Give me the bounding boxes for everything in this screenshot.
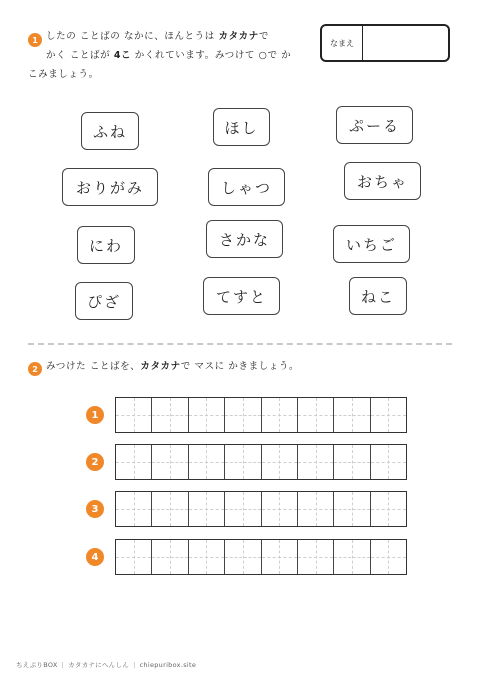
grid-cell[interactable] — [152, 398, 188, 432]
dashed-divider — [28, 343, 452, 345]
grid-cell[interactable] — [189, 492, 225, 526]
writing-grid-row[interactable] — [115, 444, 407, 480]
grid-cell[interactable] — [262, 540, 298, 574]
grid-cell[interactable] — [371, 445, 406, 479]
word-card[interactable]: ぴざ — [75, 282, 133, 320]
word-card[interactable]: ねこ — [349, 277, 407, 315]
grid-cell[interactable] — [334, 492, 370, 526]
grid-cell[interactable] — [334, 540, 370, 574]
grid-cell[interactable] — [152, 445, 188, 479]
grid-cell[interactable] — [225, 445, 261, 479]
section-1-instructions: したの ことばの なかに、ほんとうは カタカナで かく ことばが 4こ かくれています。みつけて ○で か — [46, 31, 292, 61]
footer-site: chiepuribox.site — [139, 661, 197, 669]
word-card[interactable]: しゃつ — [208, 168, 285, 206]
word-card[interactable]: ぷーる — [336, 106, 413, 144]
section-1-number-badge: 1 — [28, 33, 42, 47]
section-1-instructions-line3: こみましょう。 — [28, 69, 99, 80]
word-card[interactable]: おちゃ — [344, 162, 421, 200]
word-card[interactable]: てすと — [203, 277, 280, 315]
footer-title: カタカナにへんしん — [68, 661, 130, 669]
section-2-number-badge: 2 — [28, 362, 42, 376]
name-box[interactable] — [320, 24, 450, 62]
grid-cell[interactable] — [189, 398, 225, 432]
section-2-instructions: みつけた ことばを、カタカナで マスに かきましょう。 — [46, 361, 300, 372]
word-card[interactable]: にわ — [77, 226, 135, 264]
grid-cell[interactable] — [262, 492, 298, 526]
grid-cell[interactable] — [152, 492, 188, 526]
grid-cell[interactable] — [116, 492, 152, 526]
grid-cell[interactable] — [225, 540, 261, 574]
word-card[interactable]: さかな — [206, 220, 283, 258]
grid-cell[interactable] — [371, 492, 406, 526]
word-card[interactable]: ほし — [213, 108, 270, 146]
footer — [16, 660, 196, 669]
word-card[interactable]: いちご — [333, 225, 410, 263]
word-card[interactable]: おりがみ — [62, 168, 158, 206]
row-number-badge: 4 — [86, 548, 104, 566]
grid-cell[interactable] — [189, 445, 225, 479]
grid-cell[interactable] — [116, 398, 152, 432]
row-number-badge: 2 — [86, 453, 104, 471]
grid-cell[interactable] — [298, 445, 334, 479]
grid-cell[interactable] — [225, 398, 261, 432]
grid-cell[interactable] — [334, 445, 370, 479]
name-label: なまえ — [322, 26, 363, 60]
grid-cell[interactable] — [298, 398, 334, 432]
grid-cell[interactable] — [371, 398, 406, 432]
writing-grid-row[interactable] — [115, 491, 407, 527]
word-card[interactable]: ふね — [81, 112, 139, 150]
grid-cell[interactable] — [298, 492, 334, 526]
footer-brand: ちえぶりBOX — [16, 661, 58, 669]
grid-cell[interactable] — [334, 398, 370, 432]
grid-cell[interactable] — [225, 492, 261, 526]
grid-cell[interactable] — [298, 540, 334, 574]
writing-grid-row[interactable] — [115, 397, 407, 433]
row-number-badge: 3 — [86, 500, 104, 518]
grid-cell[interactable] — [116, 540, 152, 574]
footer-separator: | — [133, 661, 136, 669]
grid-cell[interactable] — [116, 445, 152, 479]
writing-grid-row[interactable] — [115, 539, 407, 575]
grid-cell[interactable] — [371, 540, 406, 574]
grid-cell[interactable] — [262, 398, 298, 432]
grid-cell[interactable] — [152, 540, 188, 574]
row-number-badge: 1 — [86, 406, 104, 424]
footer-separator: | — [61, 661, 65, 669]
grid-cell[interactable] — [189, 540, 225, 574]
grid-cell[interactable] — [262, 445, 298, 479]
